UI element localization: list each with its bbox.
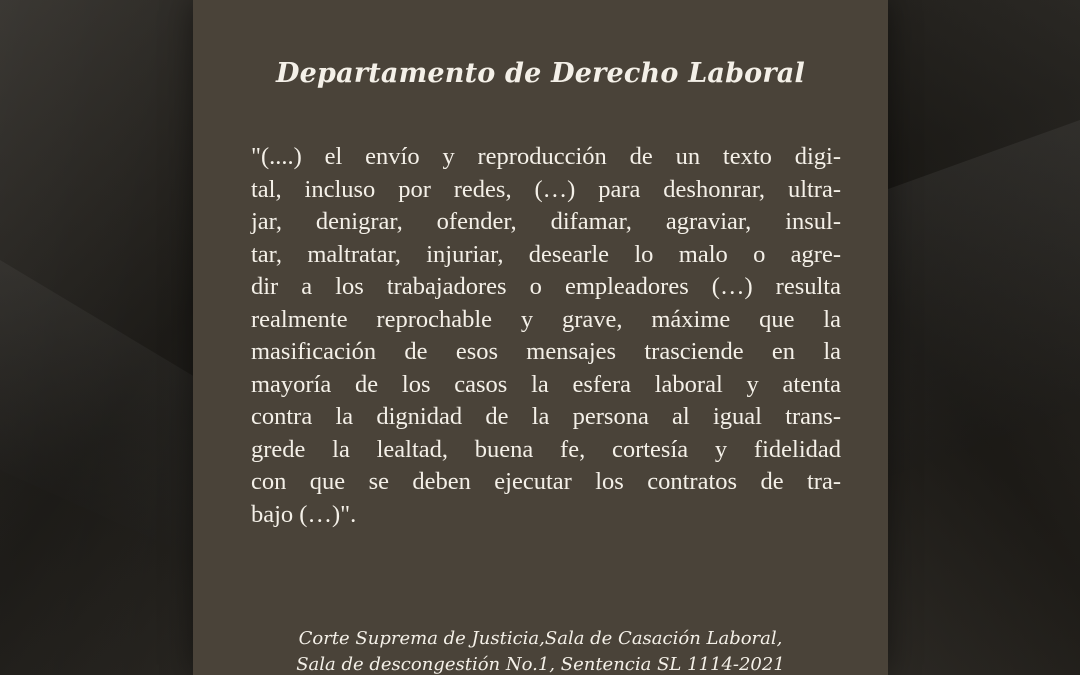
quote-line: mayoría de los casos la esfera laboral y atenta [251, 370, 841, 398]
quote-line: tal, incluso por redes, (…) para deshonrar, ultra- [251, 175, 841, 203]
quote-line: dir a los trabajadores o empleadores (…) resulta [251, 273, 841, 300]
quote-line: realmente reprochable y grave, máxime que la [251, 305, 841, 333]
quote-line: bajo (…)". [251, 500, 357, 528]
quote-line: "(....) el envío y reproducción de un texto digi- [251, 143, 841, 170]
quote-line: grede la lealtad, buena fe, cortesía y fidelidad [251, 435, 841, 463]
background-facet-right-upper [880, 120, 1080, 480]
quote-text [251, 141, 841, 531]
department-heading: Departamento de Derecho Laboral [276, 58, 805, 89]
citation-ruling: Sala de descongestión No.1, Sentencia SL 1114-2021 [296, 654, 785, 675]
quote-line: tar, maltratar, injuriar, desearle lo malo o agre- [251, 240, 841, 268]
quote-line: con que se deben ejecutar los contratos de tra- [251, 468, 841, 495]
quote-line: contra la dignidad de la persona al igual trans- [251, 403, 841, 430]
background-facet-left-lower [0, 260, 200, 560]
background-facet-right [880, 0, 1080, 675]
background-facet-left [0, 0, 200, 675]
citation [193, 626, 888, 675]
quote-panel [193, 0, 888, 675]
citation-court: Corte Suprema de Justicia,Sala de Casación Laboral, [298, 628, 783, 649]
quote-line: masificación de esos mensajes trasciende en la [251, 338, 841, 365]
quote-line: jar, denigrar, ofender, difamar, agraviar, insul- [251, 208, 841, 235]
